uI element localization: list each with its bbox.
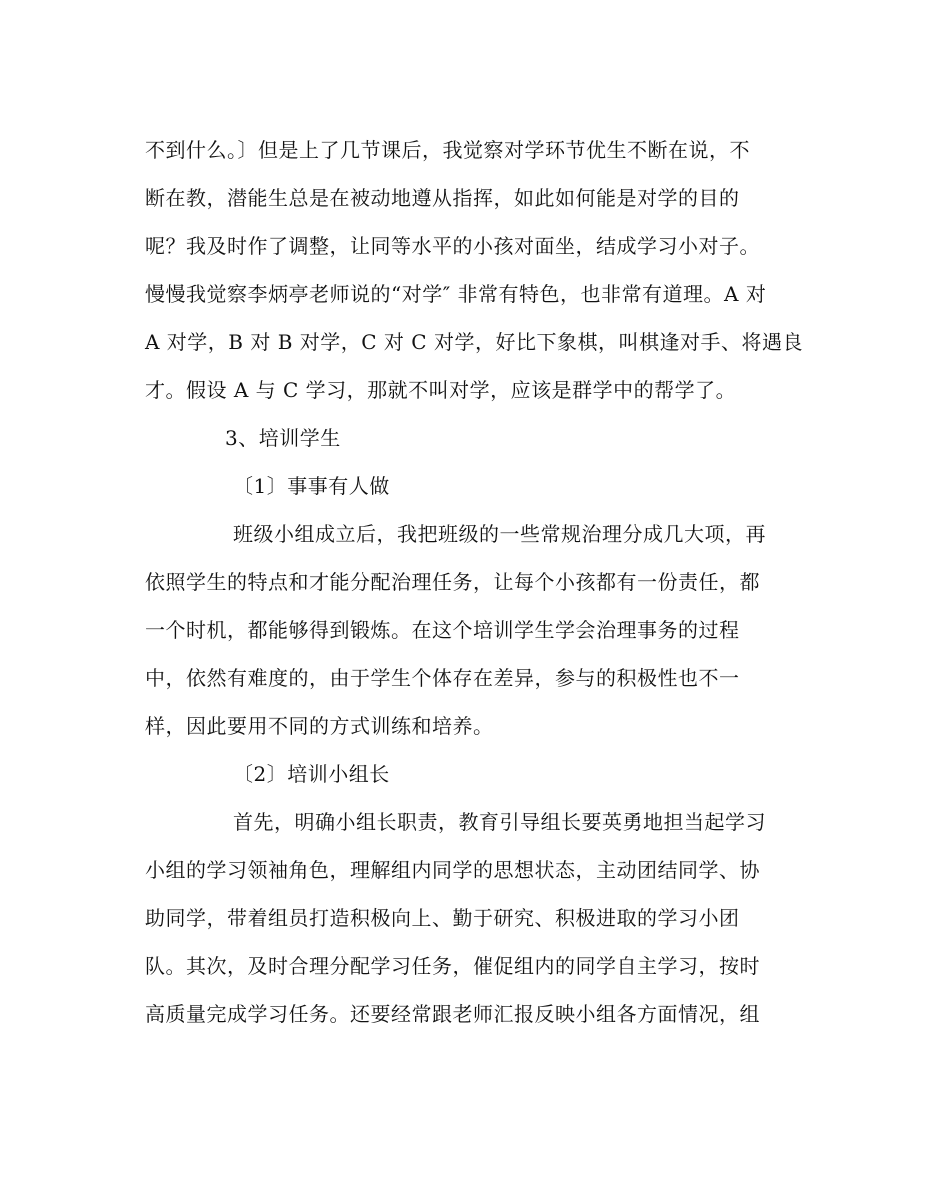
text-line: 高质量完成学习任务。还要经常跟老师汇报反映小组各方面情况，组	[145, 1002, 760, 1026]
text-line: 断在教，潜能生总是在被动地遵从指挥，如此如何能是对学的目的	[145, 186, 740, 210]
text-line: 队。其次，及时合理分配学习任务，催促组内的同学自主学习，按时	[145, 954, 760, 978]
body-text	[145, 126, 805, 1038]
text-line: 样，因此要用不同的方式训练和培养。	[145, 714, 494, 738]
text-line: 不到什么。〕但是上了几节课后，我觉察对学环节优生不断在说，不	[145, 138, 750, 162]
text-line: 中，依然有难度的，由于学生个体存在差异，参与的积极性也不一	[145, 666, 740, 690]
text-line: A 对学，B 对 B 对学，C 对 C 对学，好比下象棋，叫棋逢对手、将遇良	[145, 330, 803, 354]
subsection-heading: 〔1〕事事有人做	[233, 474, 390, 498]
text-line: 呢？我及时作了调整，让同等水平的小孩对面坐，结成学习小对子。	[145, 234, 760, 258]
text-line: 才。假设 A 与 C 学习，那就不叫对学，应该是群学中的帮学了。	[145, 378, 737, 402]
text-line: 小组的学习领袖角色，理解组内同学的思想状态，主动团结同学、协	[145, 858, 760, 882]
text-line: 一个时机，都能够得到锻炼。在这个培训学生学会治理事务的过程	[145, 618, 740, 642]
text-line: 依照学生的特点和才能分配治理任务，让每个小孩都有一份责任，都	[145, 570, 760, 594]
paragraph-start-line: 首先，明确小组长职责，教育引导组长要英勇地担当起学习	[233, 810, 766, 834]
text-line: 助同学，带着组员打造积极向上、勤于研究、积极进取的学习小团	[145, 906, 740, 930]
text-line: 慢慢我觉察李炳亭老师说的“对学″ 非常有特色，也非常有道理。A 对	[145, 282, 767, 306]
subsection-heading: 〔2〕培训小组长	[233, 762, 390, 786]
paragraph-start-line: 班级小组成立后，我把班级的一些常规治理分成几大项，再	[233, 522, 766, 546]
section-heading: 3、培训学生	[225, 426, 341, 450]
